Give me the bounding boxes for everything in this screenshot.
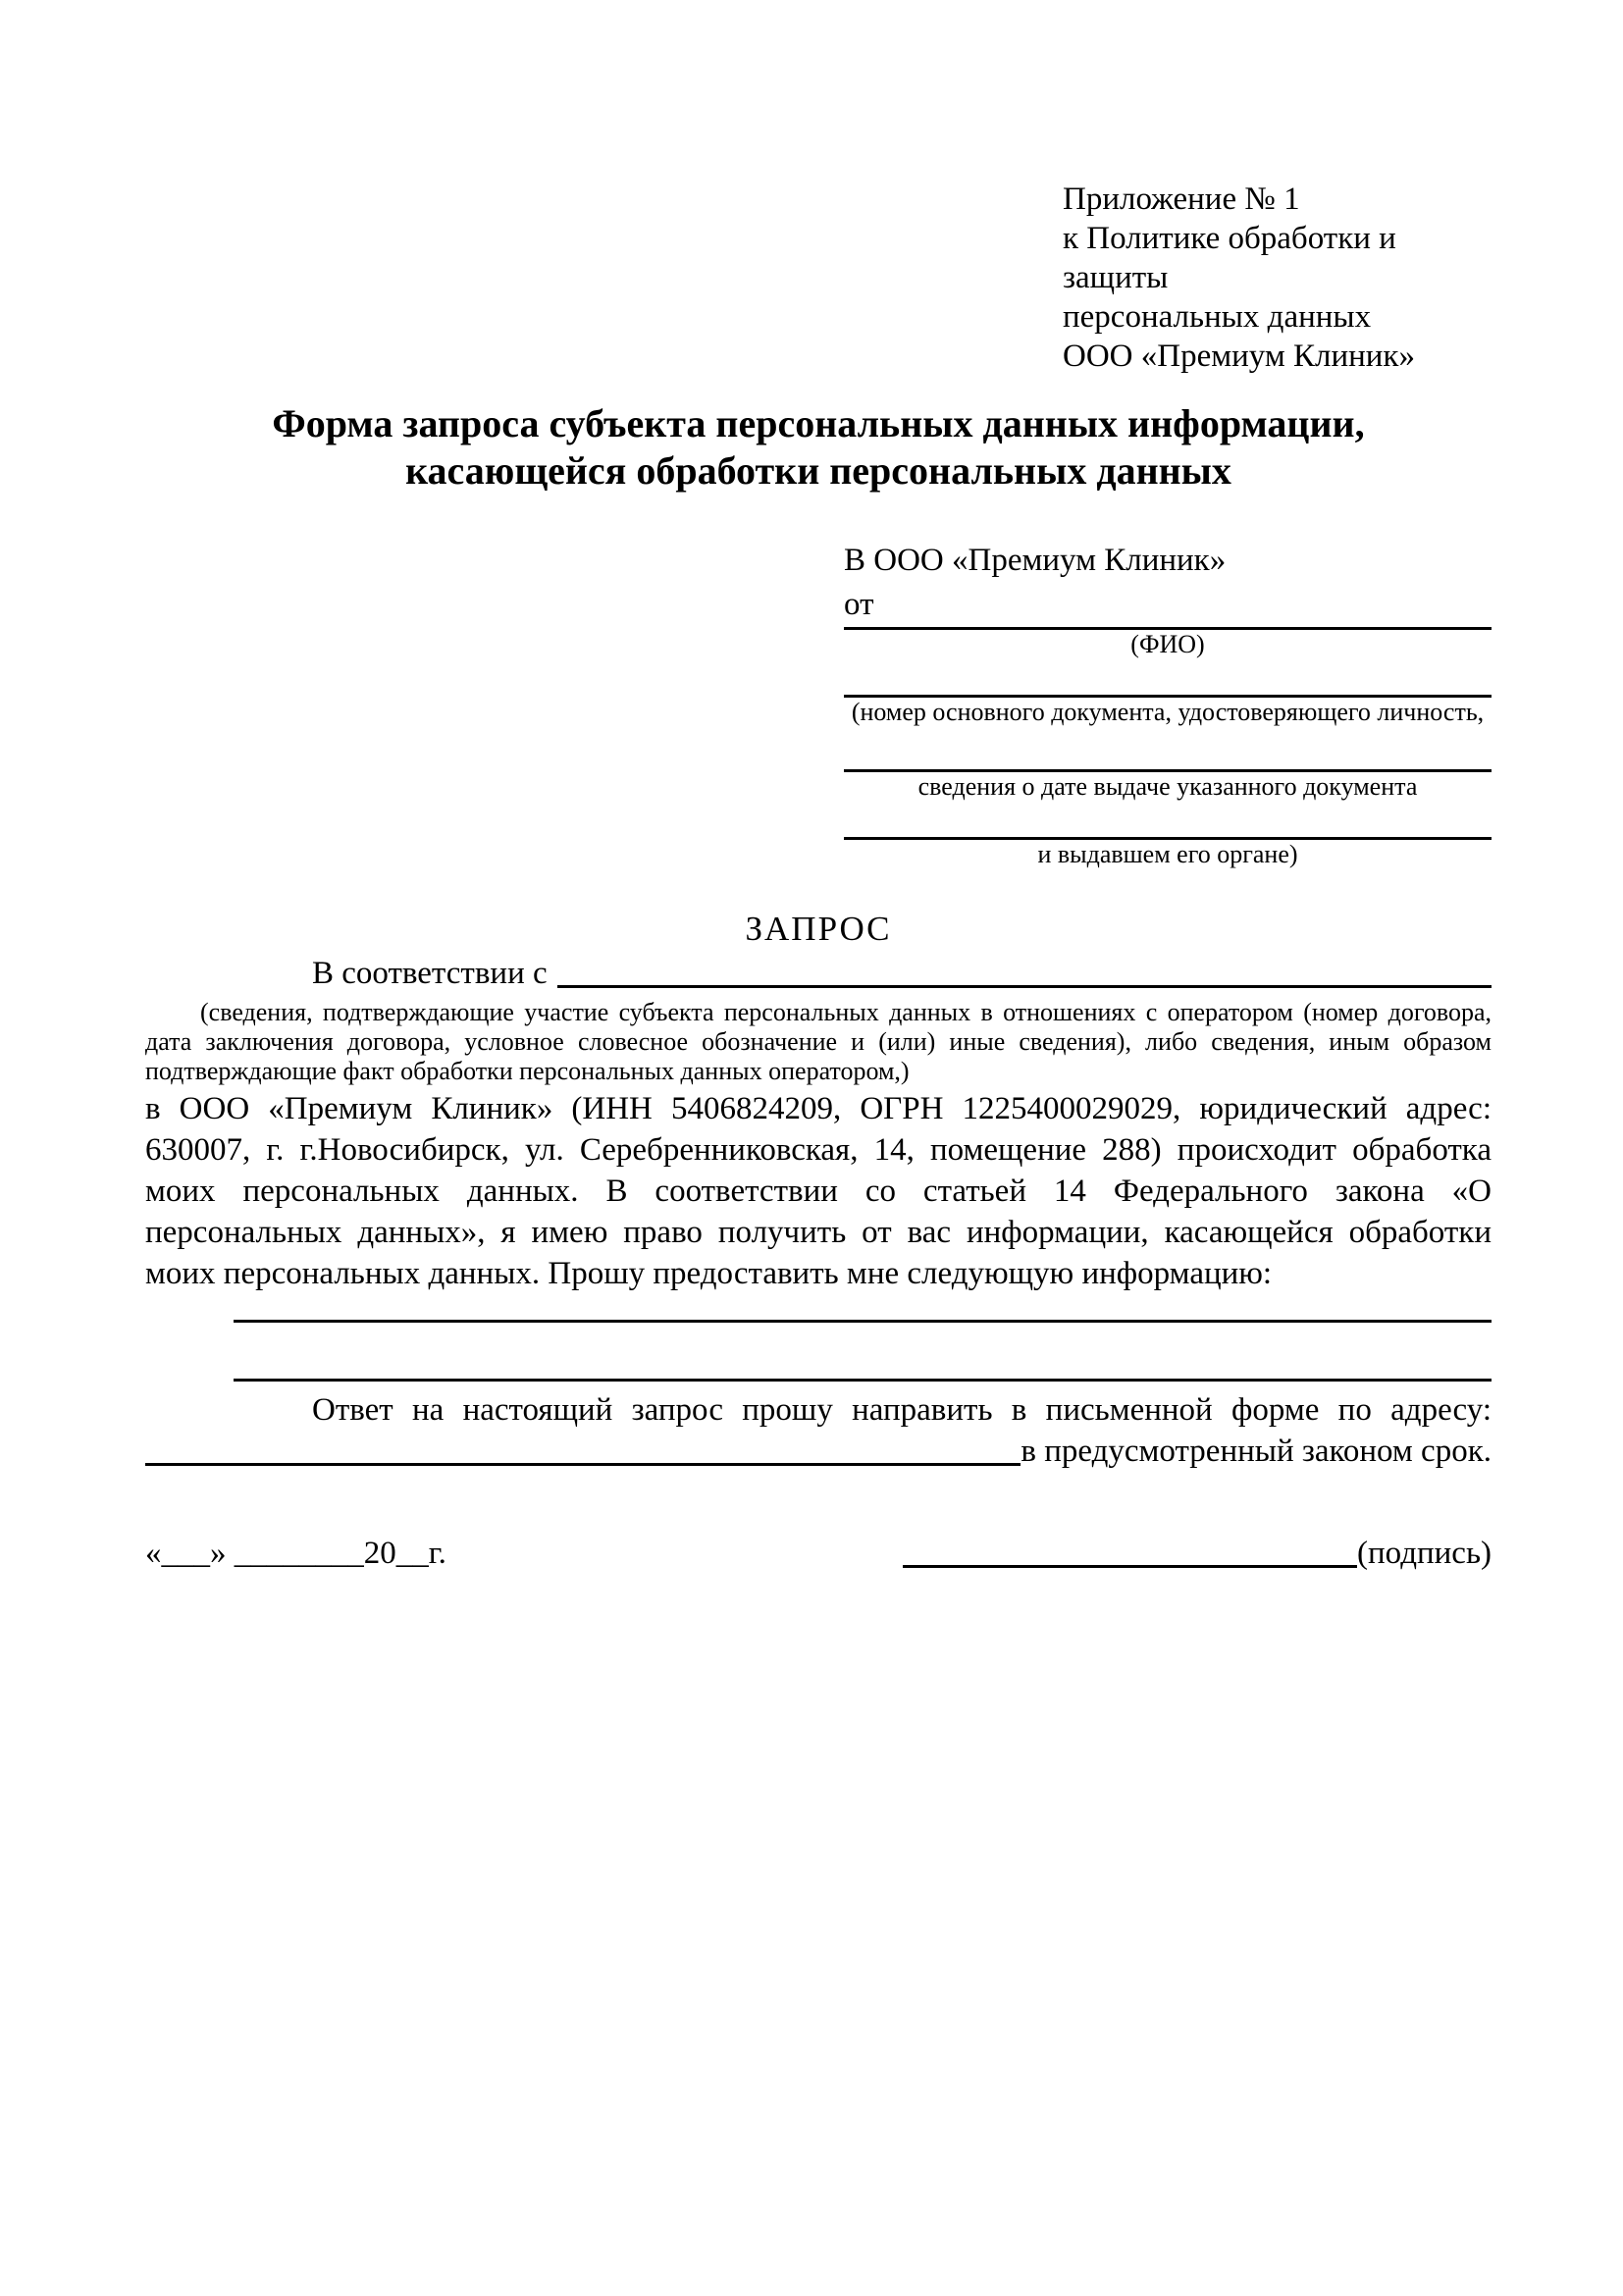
reply-term-text: в предусмотренный законом срок. (1021, 1434, 1492, 1469)
field-fio (844, 627, 1492, 659)
addressee-block (844, 539, 1492, 869)
field-document-number (844, 695, 1492, 727)
appendix-line: ООО «Премиум Клиник» (1063, 339, 1415, 374)
field-issue-date (844, 769, 1492, 802)
signature-line (903, 1565, 1357, 1568)
request-heading: ЗАПРОС (745, 910, 892, 948)
request-body: в ООО «Премиум Клиник» (ИНН 5406824209, ОГРН 1225400029029, юридический адрес: 630007, г. г.Новосибирск, ул. Серебренниковская, 14, помещение 288) происходит обработка моих персональных данных. В соответствии со статьей 14 Федерального закона «О персональных данных», я имею право получить от вас информации, касающейся обработки моих персональных данных. Прошу предоставить мне следующую информацию: (145, 1091, 1492, 1291)
lead-note: (сведения, подтверждающие участие субъекта персональных данных в отношениях с оператором (номер договора, дата заключения договора, условное словесное обозначение и (или) иные сведения), либо сведения, иным образом подтверждающие факт обработки персональных данных оператором,) (145, 998, 1492, 1085)
footer-row (145, 1533, 1492, 1574)
reply-address-line: Ответ на настоящий запрос прошу направить в письменной форме по адресу: (312, 1392, 1492, 1428)
signature-block (903, 1533, 1492, 1574)
form-title (145, 400, 1492, 495)
document-number-caption: (номер основного документа, удостоверяющего личность, (851, 698, 1485, 726)
appendix-line: персональных данных (1063, 299, 1372, 335)
document-content (0, 180, 1623, 1574)
appendix-header (1063, 180, 1492, 376)
appendix-line: к Политике обработки и защиты (1063, 221, 1396, 295)
signature-caption: (подпись) (1357, 1536, 1492, 1571)
fio-caption: (ФИО) (1130, 630, 1205, 658)
issue-date-caption: сведения о дате выдаче указанного документа (917, 772, 1418, 801)
field-issuing-authority (844, 837, 1492, 869)
accordance-line (145, 953, 1492, 994)
issuing-authority-caption: и выдавшем его органе) (1037, 840, 1298, 868)
info-blank-line-1 (234, 1320, 1492, 1323)
addressee-to: В ООО «Премиум Клиник» (844, 543, 1227, 578)
addressee-from: от (844, 587, 874, 622)
reply-term-line (145, 1431, 1492, 1472)
address-blank-line (145, 1431, 1021, 1466)
accordance-blank-line (557, 953, 1492, 988)
date-field: «___» ________20__г. (145, 1536, 446, 1571)
accordance-label: В соответствии с (312, 956, 548, 991)
form-title-line-1: Форма запроса субъекта персональных данных информации, (272, 401, 1365, 445)
form-title-line-2: касающейся обработки персональных данных (405, 448, 1231, 493)
info-blank-line-2 (234, 1379, 1492, 1382)
appendix-line: Приложение № 1 (1063, 182, 1300, 217)
